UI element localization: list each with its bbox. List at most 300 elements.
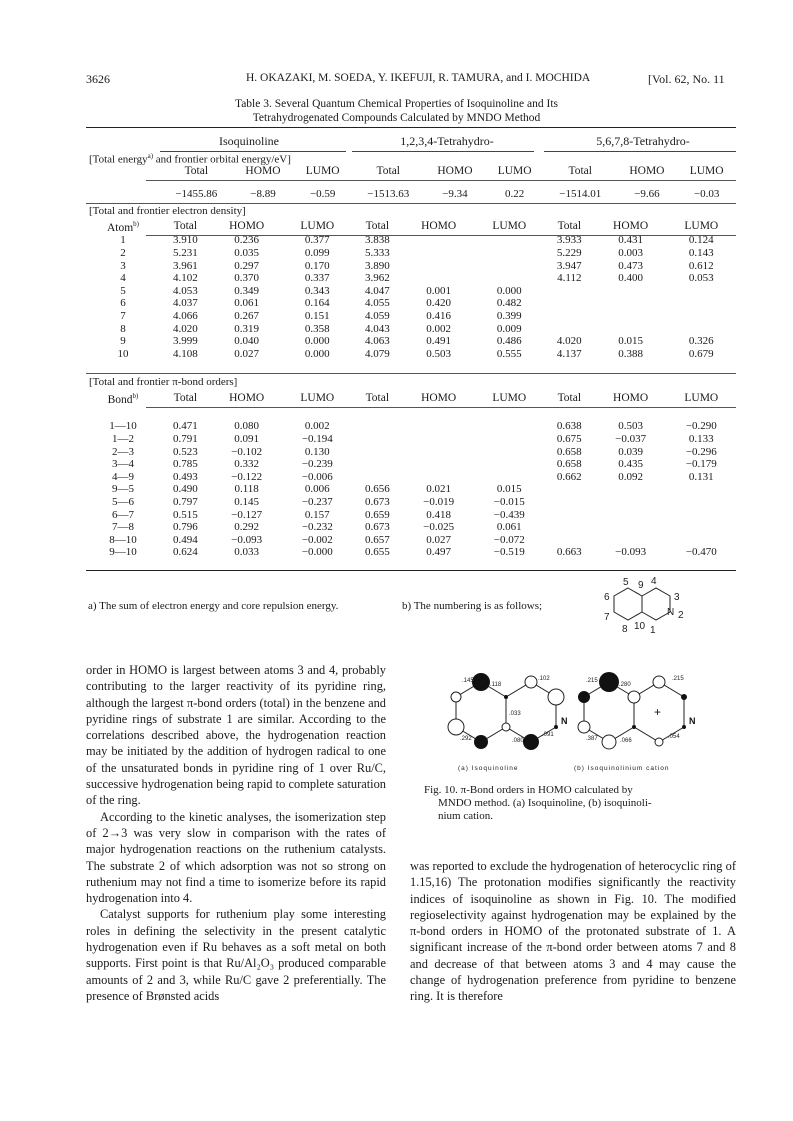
- group-1234-tetrahydro: 1,2,3,4-Tetrahydro-: [400, 134, 494, 148]
- row-label: 6: [120, 297, 126, 310]
- energy-table: [86, 165, 736, 200]
- bond-order-value: .280: [619, 682, 631, 688]
- row-label: 5: [120, 284, 126, 297]
- table-cell: 4.108: [172, 347, 198, 360]
- table-cell: [475, 446, 544, 459]
- table-cell: 0.675: [556, 433, 582, 446]
- table-cell: [667, 496, 736, 509]
- table-cell: 0.399: [496, 309, 522, 322]
- table-row: [86, 323, 736, 336]
- page-number: 3626: [86, 72, 110, 86]
- table-cell: −0.037: [615, 433, 647, 446]
- table-cell: 0.435: [618, 458, 643, 471]
- column-header: Total: [557, 219, 582, 232]
- column-header: LUMO: [492, 391, 527, 404]
- table-cell: 0.663: [556, 546, 582, 559]
- table-cell: 0.061: [496, 521, 522, 534]
- table-cell: 4.079: [364, 347, 390, 360]
- column-header: HOMO: [437, 165, 473, 177]
- numbering-scheme-diagram: [596, 574, 692, 636]
- table-cell: 0.091: [234, 433, 260, 446]
- table-cell: −0.015: [493, 495, 525, 508]
- table-cell: 0.503: [426, 347, 451, 360]
- bond-order-value: .080: [512, 738, 524, 744]
- table-cell: 4.047: [364, 284, 390, 297]
- energy-values-row: [86, 188, 736, 201]
- table-cell: 0.418: [426, 508, 451, 521]
- column-header: Total: [184, 165, 209, 177]
- row-label: 1—10: [109, 420, 137, 433]
- paragraph: Catalyst supports for ruthenium play some interesting roles in defining the selectivity in the present catalytic hydrogenation even if Ru behaves as a soft metal on both supports. First point is that Ru/Al₂O₃ produced comparable amounts of 2 and 3, while Ru/C gave 2 preferentially. The presence of Brønsted acids: [86, 907, 386, 1003]
- table-cell: 0.400: [618, 272, 643, 285]
- bond-order-value: .091: [542, 732, 554, 738]
- table-cell: [544, 285, 595, 298]
- row-label: 3: [120, 259, 126, 272]
- table-row: [86, 335, 736, 348]
- table-cell: 0.170: [304, 259, 330, 272]
- right-column-text: [410, 858, 736, 1005]
- table-cell: 3.962: [364, 272, 390, 285]
- table-cell: −0.59: [309, 187, 336, 200]
- table-row: [86, 234, 736, 247]
- table-cell: 4.066: [172, 309, 198, 322]
- column-header: HOMO: [421, 391, 457, 404]
- table-cell: 0.015: [496, 483, 522, 496]
- table-cell: −0.000: [301, 546, 333, 559]
- bond-order-value: .215: [672, 676, 684, 682]
- column-header: LUMO: [305, 165, 340, 177]
- table-cell: −0.03: [693, 187, 720, 200]
- isoquinolinium-structure: [578, 672, 696, 749]
- table-cell: 0.638: [556, 420, 582, 433]
- column-header: Total: [173, 219, 198, 232]
- table-cell: 0.797: [172, 495, 198, 508]
- table-cell: −0.006: [301, 470, 333, 483]
- left-column-text: [86, 662, 386, 1004]
- table-row: [86, 509, 736, 522]
- column-header: LUMO: [300, 219, 335, 232]
- column-header: LUMO: [684, 219, 719, 232]
- orbital-lobe-open: [653, 676, 665, 688]
- table-cell: 0.053: [688, 272, 714, 285]
- table-cell: 3.947: [556, 259, 582, 272]
- benzene-ring: [614, 588, 642, 620]
- table-cell: 0.486: [496, 335, 522, 348]
- table-cell: [475, 247, 544, 260]
- section-density-title: [Total and frontier electron density]: [89, 205, 246, 217]
- table-cell: 4.055: [364, 297, 390, 310]
- column-header: Total: [173, 391, 198, 404]
- bond-order-value: .387: [586, 736, 598, 742]
- table-cell: 0.337: [304, 272, 330, 285]
- table-cell: [667, 310, 736, 323]
- section-bond-title: [Total and frontier π-bond orders]: [89, 376, 238, 388]
- table-cell: [475, 234, 544, 247]
- table-cell: [475, 471, 544, 484]
- footnote-b: b) The numbering is as follows;: [402, 600, 543, 612]
- subfigure-a-label: (a) Isoquinoline: [458, 765, 519, 772]
- table-cell: [595, 521, 667, 534]
- table-cell: 0.473: [618, 259, 643, 272]
- row-label: 4—9: [112, 470, 134, 483]
- section-energy-title: [Total energy$^{a)}$ and frontier orbital energy/eV]: [89, 152, 291, 166]
- row-label: 8: [120, 322, 126, 335]
- table-cell: [595, 496, 667, 509]
- table-row: [86, 297, 736, 310]
- table-cell: 0.679: [688, 347, 714, 360]
- orbital-lobe-filled: [578, 691, 590, 703]
- table-cell: −0.290: [685, 420, 717, 433]
- bond-order-value: .066: [620, 738, 632, 744]
- table-row: [86, 483, 736, 496]
- group-5678-tetrahydro: 5,6,7,8-Tetrahydro-: [596, 134, 690, 148]
- table-cell: 4.020: [556, 335, 582, 348]
- table-cell: [475, 420, 544, 433]
- table-row: [86, 433, 736, 446]
- table-cell: 0.657: [364, 533, 390, 546]
- table-cell: −1455.86: [175, 187, 218, 200]
- table-cell: [475, 433, 544, 446]
- table-cell: 4.037: [172, 297, 198, 310]
- orbital-lobe-open: [451, 692, 461, 702]
- table-cell: 0.015: [618, 335, 643, 348]
- pyridine-ring: [642, 588, 670, 620]
- row-label-header: Bond$^{b)}$: [107, 392, 139, 406]
- table-caption-line2: Tetrahydrogenated Compounds Calculated by MNDO Method: [252, 112, 541, 124]
- table-cell: 4.059: [364, 309, 390, 322]
- table-bottom-rule: [86, 570, 736, 571]
- row-label: 8—10: [109, 533, 137, 546]
- atom-label: 2: [678, 610, 684, 621]
- group-rule-3: [544, 151, 736, 152]
- table-row: [86, 310, 736, 323]
- paragraph: order in HOMO is largest between atoms 3 and 4, probably contributing to the larger reactivity of its pyridine ring, although the largest π-bond orders (total) in the benzene and pyridine rings of substrate 1 are similar. According to the correlations described above, the hydrogenation reaction may be initiated by the addition of hydrogen radical to one of the unsaturated bonds in pyridine ring of 1 over Ru/C, successive hydrogenation being rapid to complete saturation of the ring.: [86, 663, 386, 808]
- table-cell: 0.267: [234, 309, 260, 322]
- table-cell: 0.656: [364, 483, 390, 496]
- table-cell: [403, 247, 475, 260]
- orbital-lobe-open: [628, 691, 640, 703]
- column-header: Total: [365, 391, 390, 404]
- table-cell: [544, 297, 595, 310]
- column-header: Total: [365, 219, 390, 232]
- orbital-lobe-open: [502, 723, 510, 731]
- table-cell: 0.420: [426, 297, 451, 310]
- table-cell: [595, 285, 667, 298]
- table-cell: 0.515: [172, 508, 198, 521]
- table-cell: 0.377: [304, 234, 330, 247]
- table-cell: 0.151: [304, 309, 330, 322]
- column-header: HOMO: [245, 165, 281, 177]
- table-cell: [403, 446, 475, 459]
- table-cell: [667, 509, 736, 522]
- table-cell: −1514.01: [559, 187, 602, 200]
- table-cell: 0.471: [172, 420, 198, 433]
- table-row: [86, 496, 736, 509]
- table-row: [86, 260, 736, 273]
- table-cell: [595, 323, 667, 336]
- row-label: 7: [120, 309, 126, 322]
- table-cell: 0.673: [364, 495, 390, 508]
- table-cell: −0.072: [493, 533, 525, 546]
- table-cell: 0.027: [426, 533, 451, 546]
- table-cell: 0.035: [234, 247, 260, 260]
- table-cell: 0.655: [364, 546, 390, 559]
- isoquinoline-structure: [448, 673, 568, 750]
- orbital-lobe-open: [448, 719, 464, 735]
- energy-column-headers: [86, 165, 736, 178]
- orbital-lobe-filled: [632, 725, 636, 729]
- column-header: Total: [376, 165, 400, 177]
- bond-order-value: .118: [490, 682, 502, 688]
- table-cell: −8.89: [250, 187, 276, 200]
- table-cell: 0.009: [496, 322, 522, 335]
- row-label: 9: [120, 335, 126, 348]
- column-header: HOMO: [229, 391, 265, 404]
- column-header: HOMO: [613, 219, 649, 232]
- column-header: HOMO: [229, 219, 265, 232]
- table-cell: [352, 471, 403, 484]
- nitrogen-label: N: [689, 716, 696, 726]
- table-cell: −0.093: [231, 533, 263, 546]
- table-cell: 4.053: [172, 284, 198, 297]
- atom-label: N: [667, 607, 675, 618]
- table-caption-line1: Table 3. Several Quantum Chemical Properties of Isoquinoline and Its: [234, 98, 559, 110]
- orbital-lobe-open: [525, 676, 537, 688]
- table-row: [86, 420, 736, 433]
- orbital-lobe-open: [578, 721, 590, 733]
- table-cell: [595, 310, 667, 323]
- table-row: [86, 471, 736, 484]
- table-cell: 0.099: [304, 247, 330, 260]
- caption-line: Fig. 10. π-Bond orders in HOMO calculated by: [424, 784, 633, 796]
- table-cell: [403, 433, 475, 446]
- table-cell: 0.040: [234, 335, 260, 348]
- table-cell: 0.319: [234, 322, 260, 335]
- group-rule-2: [352, 151, 534, 152]
- table-cell: 0.131: [688, 470, 714, 483]
- table-cell: 0.006: [304, 483, 330, 496]
- table-cell: 0.22: [505, 187, 525, 200]
- table-cell: 0.003: [618, 247, 643, 260]
- table-cell: 0.326: [688, 335, 714, 348]
- table-cell: 0.164: [304, 297, 330, 310]
- table-cell: 0.061: [234, 297, 260, 310]
- table-cell: [667, 521, 736, 534]
- table-cell: 4.137: [556, 347, 582, 360]
- table-cell: 0.491: [426, 335, 451, 348]
- table-cell: [667, 323, 736, 336]
- table-cell: 0.612: [688, 259, 714, 272]
- column-header: HOMO: [629, 165, 665, 177]
- bond-order-value: .215: [586, 678, 598, 684]
- table-cell: −0.232: [301, 521, 333, 534]
- table-cell: −9.66: [634, 187, 660, 200]
- table-cell: [352, 458, 403, 471]
- table-cell: −0.025: [423, 521, 455, 534]
- row-label: 10: [117, 347, 129, 360]
- table-cell: −0.519: [493, 546, 525, 559]
- orbital-lobe-open: [602, 735, 616, 749]
- table-cell: [544, 496, 595, 509]
- table-cell: 0.658: [556, 458, 582, 471]
- table-cell: 0.624: [172, 546, 198, 559]
- column-header: HOMO: [421, 219, 457, 232]
- table-row: [86, 285, 736, 298]
- running-authors: H. OKAZAKI, M. SOEDA, Y. IKEFUJI, R. TAMURA, and I. MOCHIDA: [246, 72, 591, 84]
- table-cell: 3.961: [172, 259, 198, 272]
- caption-line: MNDO method. (a) Isoquinoline, (b) isoquinoli-: [438, 797, 652, 809]
- table-cell: 0.431: [618, 234, 643, 247]
- table-cell: [403, 234, 475, 247]
- table-cell: 0.297: [234, 259, 260, 272]
- row-label: 1: [120, 234, 126, 247]
- table-cell: 3.910: [172, 234, 198, 247]
- row-label: 5—6: [112, 495, 134, 508]
- column-header: Total: [557, 391, 582, 404]
- table-cell: 0.555: [496, 347, 522, 360]
- table-cell: 0.482: [496, 297, 522, 310]
- table-cell: 0.033: [234, 546, 260, 559]
- row-label: 2: [120, 247, 126, 260]
- orbital-lobe-filled: [474, 735, 488, 749]
- table-cell: [667, 534, 736, 547]
- table-cell: 4.043: [364, 322, 390, 335]
- table-row: [86, 272, 736, 285]
- bond-order-value: .102: [538, 676, 550, 682]
- table-cell: [544, 323, 595, 336]
- orbital-lobe-filled: [504, 695, 508, 699]
- bond-order-value: .145: [462, 678, 474, 684]
- table-cell: 0.659: [364, 508, 390, 521]
- orbital-lobe-filled: [681, 694, 687, 700]
- orbital-lobe-filled: [599, 672, 619, 692]
- table-cell: [403, 471, 475, 484]
- table-cell: [544, 483, 595, 496]
- table-row: [86, 446, 736, 459]
- table-cell: 0.292: [234, 521, 260, 534]
- table-cell: −0.296: [685, 445, 717, 458]
- table-cell: [403, 260, 475, 273]
- bond-order-value: .054: [668, 734, 680, 740]
- table-cell: 0.143: [688, 247, 714, 260]
- orbital-lobe-filled: [682, 725, 686, 729]
- table-cell: 0.002: [304, 420, 330, 433]
- atom-label: 6: [604, 592, 610, 603]
- column-header: LUMO: [492, 219, 527, 232]
- table-cell: 0.001: [426, 284, 451, 297]
- table-row: [86, 521, 736, 534]
- table-cell: −0.127: [231, 508, 263, 521]
- bond-order-value: .033: [509, 711, 521, 717]
- table-cell: 0.027: [234, 347, 260, 360]
- bond-header-rule: [146, 407, 736, 408]
- cation-charge: +: [654, 705, 662, 719]
- table-cell: [667, 285, 736, 298]
- footnote-a: a) The sum of electron energy and core repulsion energy.: [88, 600, 339, 612]
- table-cell: 0.490: [172, 483, 198, 496]
- table-cell: 5.333: [364, 247, 390, 260]
- table-cell: 0.343: [304, 284, 330, 297]
- table-cell: [403, 272, 475, 285]
- row-label: 9—5: [112, 483, 134, 496]
- row-label: 1—2: [112, 433, 134, 446]
- row-label: 4: [120, 272, 126, 285]
- table-cell: 0.370: [234, 272, 260, 285]
- row-label: 7—8: [112, 521, 134, 534]
- table-cell: −0.239: [301, 458, 333, 471]
- table-cell: 0.000: [304, 335, 330, 348]
- table-cell: 0.118: [234, 483, 259, 496]
- nitrogen-label: N: [561, 716, 568, 726]
- atom-label: 5: [623, 577, 629, 588]
- table-cell: 0.145: [234, 495, 260, 508]
- bond-order-table: [86, 390, 736, 559]
- density-header-rule: [146, 235, 736, 236]
- table-cell: 0.332: [234, 458, 260, 471]
- paragraph: was reported to exclude the hydrogenation of heterocyclic ring of 1.15,16) The protonation modifies significantly the reactivity indices of isoquinoline as shown in Fig. 10. The modified regioselectivity against hydrogenation may be explained by the π-bond orders in HOMO of the protonated substrate of 1. A significant increase of the π-bond order between atoms 7 and 8 and decrease of that between atoms 3 and 4 may cause the change of hydrogenation preference from pyridine to benzene ring. It is therefore: [410, 859, 736, 1004]
- table-row: [86, 534, 736, 547]
- table-cell: 0.002: [426, 322, 451, 335]
- table-cell: 0.658: [556, 445, 582, 458]
- column-header: LUMO: [684, 391, 719, 404]
- table-cell: 0.080: [234, 420, 260, 433]
- density-column-headers: [86, 218, 736, 234]
- table-cell: 0.358: [304, 322, 330, 335]
- table-cell: 0.092: [618, 470, 643, 483]
- orbital-lobe-filled: [472, 673, 490, 691]
- table-cell: [352, 420, 403, 433]
- table-cell: −0.102: [231, 445, 263, 458]
- figure-10-caption: [424, 784, 724, 823]
- column-header: LUMO: [497, 165, 532, 177]
- table-cell: [544, 310, 595, 323]
- bond-order-value: .292: [460, 736, 472, 742]
- table-cell: 0.133: [688, 433, 714, 446]
- table-cell: 0.000: [304, 347, 330, 360]
- table-cell: [403, 420, 475, 433]
- table-cell: 0.416: [426, 309, 451, 322]
- atom-label: 9: [638, 580, 644, 591]
- row-label: 6—7: [112, 508, 134, 521]
- table-cell: [403, 458, 475, 471]
- table-cell: 4.063: [364, 335, 390, 348]
- table-cell: [352, 446, 403, 459]
- table-cell: 0.124: [688, 234, 714, 247]
- table-cell: −0.122: [231, 470, 263, 483]
- table-cell: 3.838: [364, 234, 390, 247]
- energy-header-rule: [146, 180, 736, 181]
- table-cell: 0.039: [618, 445, 643, 458]
- table-cell: [595, 297, 667, 310]
- table-cell: 0.494: [172, 533, 198, 546]
- table-row: [86, 546, 736, 559]
- table-cell: 4.102: [172, 272, 198, 285]
- table-cell: 0.021: [426, 483, 451, 496]
- table-cell: 3.999: [172, 335, 198, 348]
- row-label: 2—3: [112, 445, 134, 458]
- table-row: [86, 348, 736, 361]
- row-label: 3—4: [112, 458, 134, 471]
- bond-column-headers: [86, 390, 736, 406]
- table-cell: [352, 433, 403, 446]
- table-cell: 0.662: [556, 470, 582, 483]
- table-cell: 0.236: [234, 234, 260, 247]
- section2-rule: [86, 373, 736, 374]
- table-cell: [544, 521, 595, 534]
- table-cell: [544, 534, 595, 547]
- table-cell: −9.34: [442, 187, 468, 200]
- caption-line: nium cation.: [438, 810, 493, 822]
